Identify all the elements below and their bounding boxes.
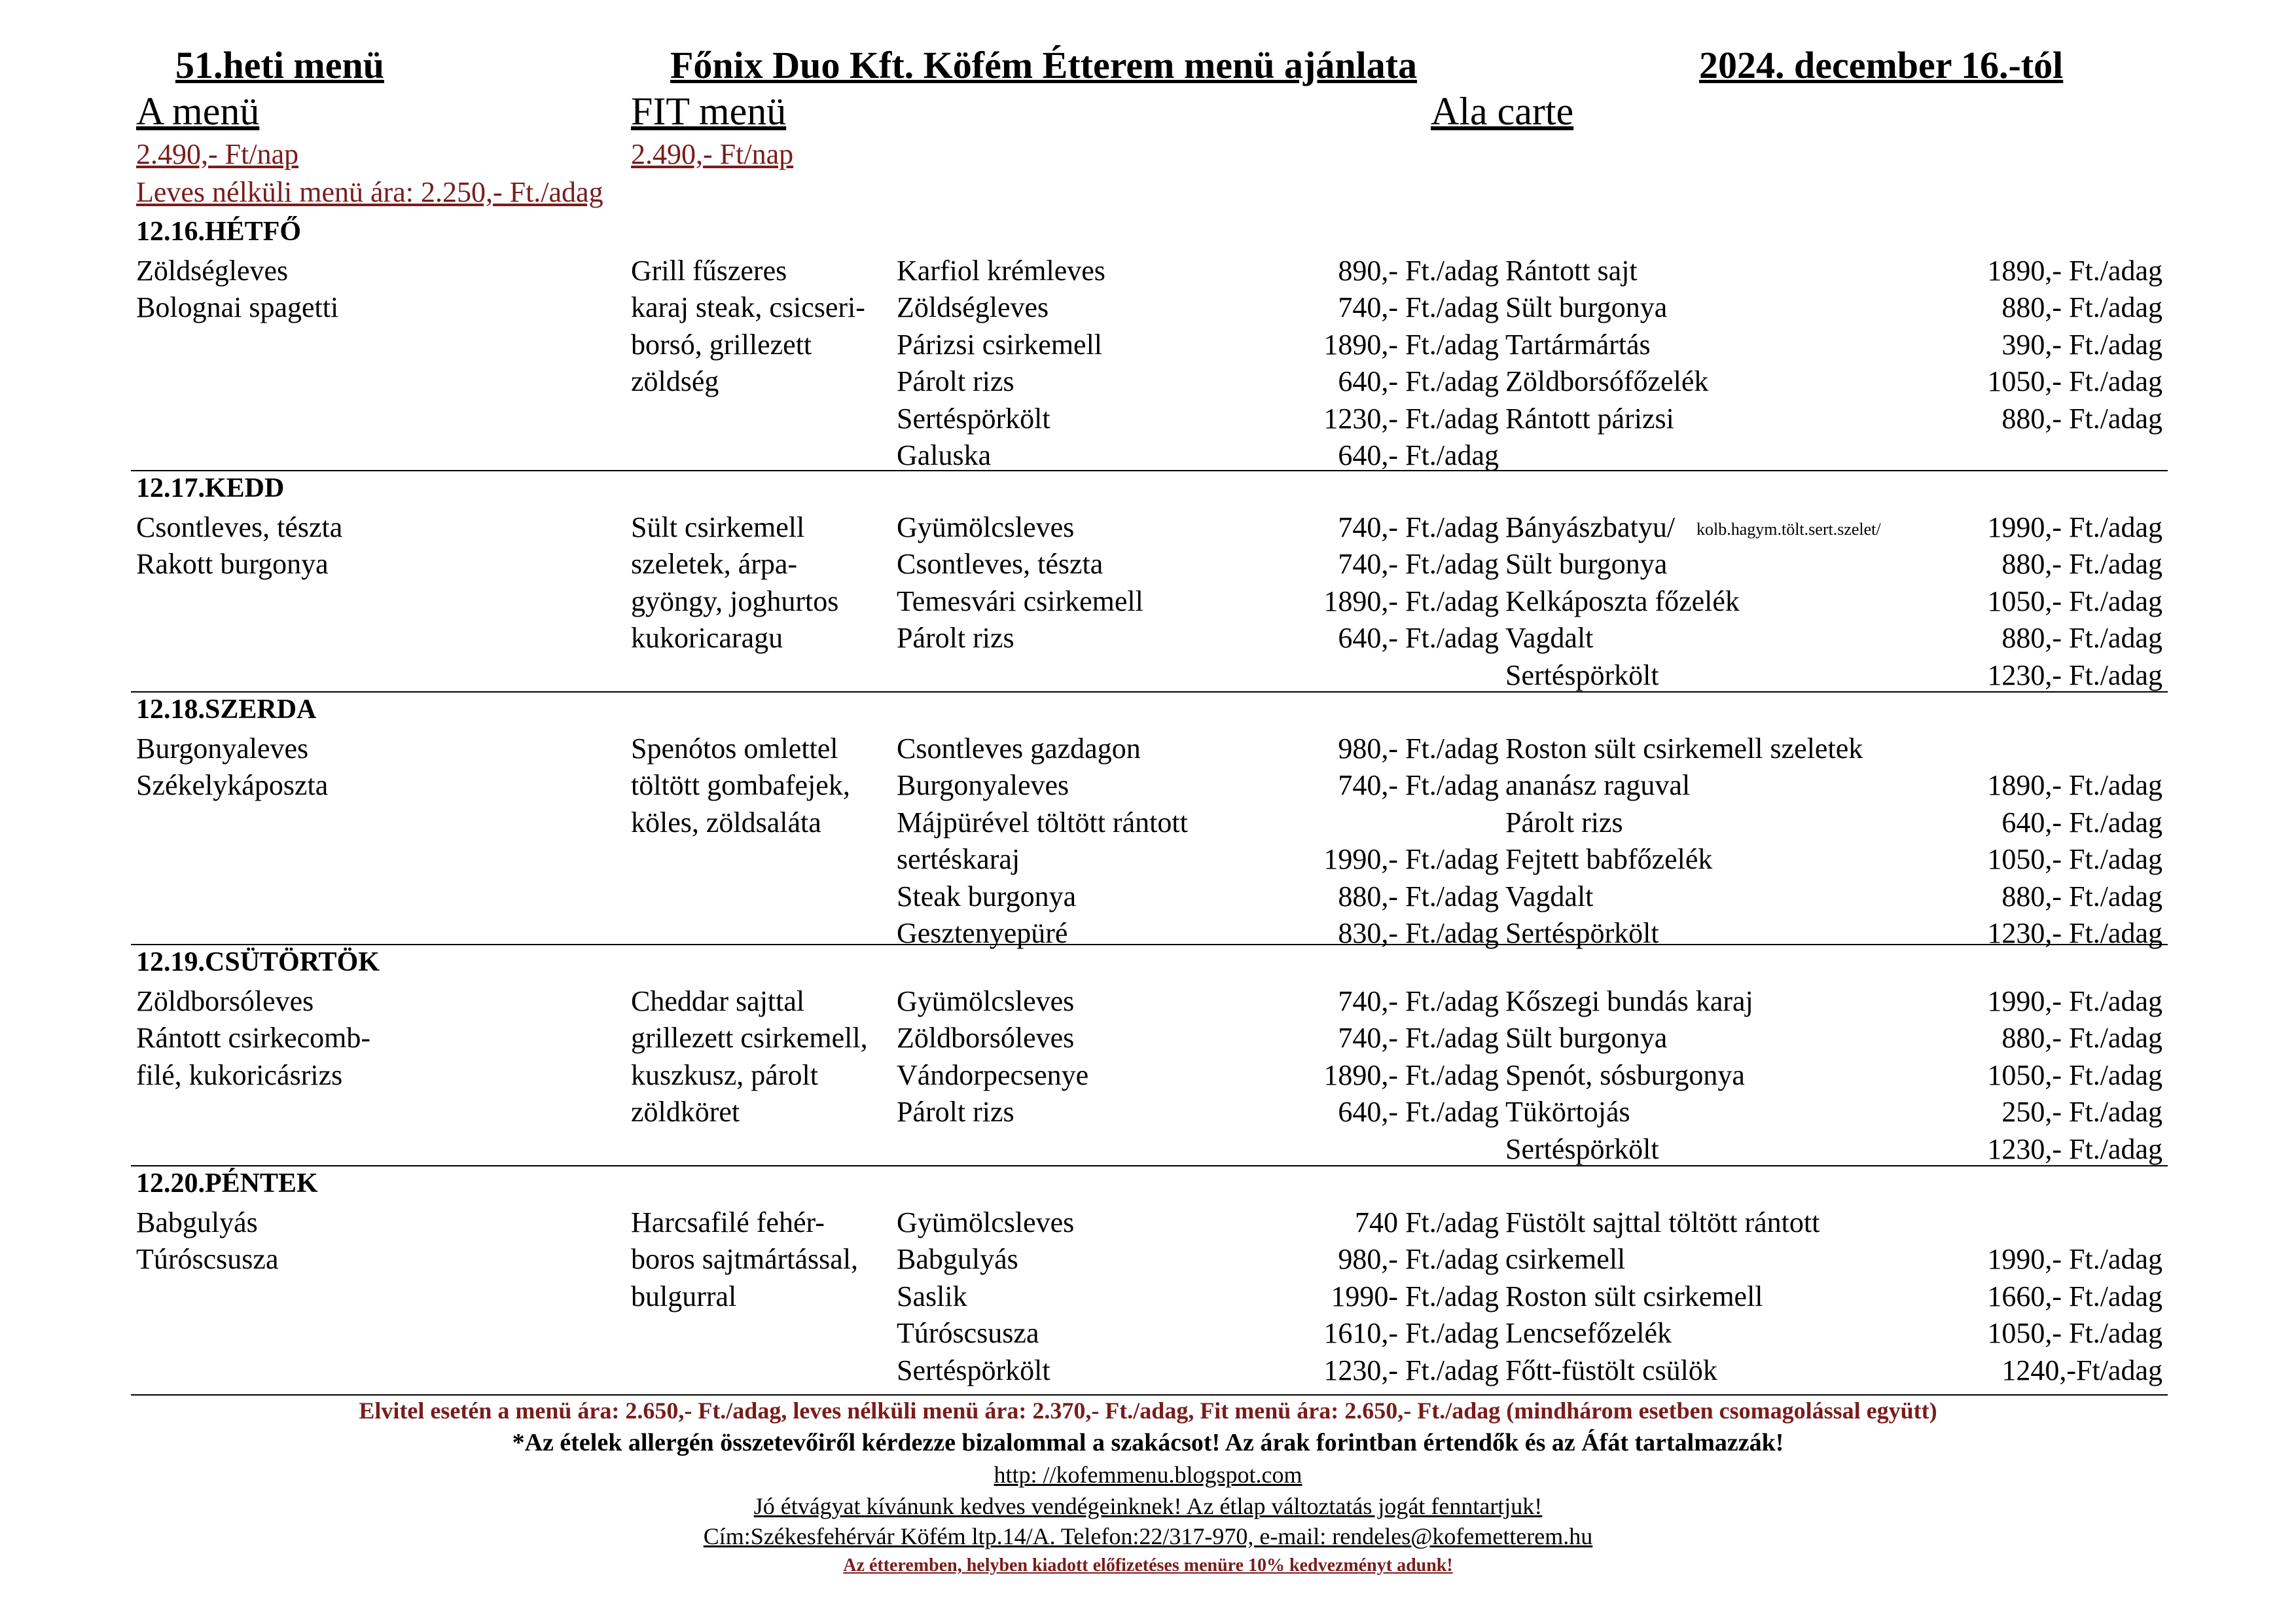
- ala-carte-price: 1050,- Ft./adag: [1987, 843, 2162, 876]
- ala-carte-dish: Burgonyaleves: [897, 769, 1069, 802]
- ala-carte-dish: Tükörtojás: [1505, 1096, 1630, 1128]
- dish-detail-note: kolb.hagym.tölt.sert.szelet/: [1696, 520, 1881, 539]
- section-divider: [131, 1165, 2168, 1166]
- ala-carte-dish: Vagdalt: [1505, 622, 1594, 655]
- ala-carte-price: 980,- Ft./adag: [1338, 732, 1499, 765]
- ala-carte-price: 880,- Ft./adag: [2001, 548, 2162, 581]
- ala-carte-price: 1230,- Ft./adag: [1323, 402, 1499, 435]
- ala-carte-price: 640,- Ft./adag: [1338, 622, 1499, 655]
- ala-carte-dish: Rántott sajt: [1505, 255, 1638, 287]
- section-divider: [131, 1394, 2168, 1396]
- fit-menu-item: zöldköret: [631, 1096, 740, 1128]
- ala-carte-price: 1050,- Ft./adag: [1987, 1058, 2162, 1091]
- a-menu-item: filé, kukoricásrizs: [136, 1058, 343, 1091]
- ala-carte-dish: Lencsefőzelék: [1505, 1317, 1672, 1350]
- ala-carte-dish: Fejtett babfőzelék: [1505, 843, 1713, 876]
- ala-carte-dish: Karfiol krémleves: [897, 255, 1105, 287]
- ala-carte-dish: Galuska: [897, 439, 992, 471]
- ala-carte-dish: Túróscsusza: [897, 1317, 1039, 1350]
- ala-carte-price: 880,- Ft./adag: [2001, 291, 2162, 324]
- ala-carte-dish: Roston sült csirkemell szeletek: [1505, 732, 1863, 765]
- fit-menu-item: zöldség: [631, 365, 719, 398]
- ala-carte-dish: Zöldségleves: [897, 291, 1049, 324]
- ala-carte-price: 740,- Ft./adag: [1338, 985, 1499, 1017]
- ala-carte-price: 880,- Ft./adag: [2001, 402, 2162, 435]
- ala-carte-dish: Saslik: [897, 1280, 967, 1312]
- ala-carte-price: 1050,- Ft./adag: [1987, 585, 2162, 617]
- ala-carte-dish: Párolt rizs: [897, 622, 1014, 655]
- ala-carte-dish: Párolt rizs: [897, 1096, 1014, 1128]
- ala-carte-dish: csirkemell: [1505, 1243, 1626, 1276]
- a-menu-item: Bolognai spagetti: [136, 291, 339, 324]
- ala-carte-price: 880,- Ft./adag: [1338, 880, 1499, 912]
- ala-carte-price: 830,- Ft./adag: [1338, 917, 1499, 949]
- ala-carte-dish: Főtt-füstölt csülök: [1505, 1354, 1717, 1386]
- ala-carte-dish: Spenót, sósburgonya: [1505, 1058, 1745, 1091]
- fit-menu-item: boros sajtmártással,: [631, 1243, 859, 1276]
- ala-carte-dish: Vagdalt: [1505, 880, 1594, 912]
- fit-menu-item: karaj steak, csicseri-: [631, 291, 865, 324]
- fit-menu-item: töltött gombafejek,: [631, 769, 850, 802]
- day-label: 12.17.KEDD: [136, 473, 285, 503]
- a-menu-item: Túróscsusza: [136, 1243, 279, 1276]
- ala-carte-dish: Gesztenyepüré: [897, 917, 1068, 949]
- ala-carte-price: 640,- Ft./adag: [1338, 365, 1499, 398]
- ala-carte-dish: Babgulyás: [897, 1243, 1018, 1276]
- ala-carte-dish: Sertéspörkölt: [897, 1354, 1050, 1386]
- ala-carte-dish: Májpürével töltött rántott: [897, 806, 1188, 839]
- fit-menu-item: Cheddar sajttal: [631, 985, 805, 1017]
- ala-carte-dish: Sült burgonya: [1505, 1022, 1668, 1055]
- ala-carte-dish: Sült burgonya: [1505, 548, 1668, 581]
- ala-carte-dish: Steak burgonya: [897, 880, 1077, 912]
- day-label: 12.20.PÉNTEK: [136, 1168, 318, 1199]
- ala-carte-price: 1890,- Ft./adag: [1987, 769, 2162, 802]
- fit-menu-item: Sült csirkemell: [631, 511, 805, 543]
- ala-carte-price: 1990,- Ft./adag: [1987, 511, 2162, 543]
- fit-menu-item: kukoricaragu: [631, 622, 783, 655]
- ala-carte-price: 740,- Ft./adag: [1338, 769, 1499, 802]
- date-label: 2024. december 16.-tól: [1699, 44, 2064, 86]
- a-menu-item: Zöldborsóleves: [136, 985, 314, 1017]
- ala-carte-price: 740 Ft./adag: [1355, 1206, 1499, 1238]
- ala-carte-price: 1990- Ft./adag: [1331, 1280, 1499, 1312]
- a-menu-item: Zöldségleves: [136, 255, 289, 287]
- ala-carte-dish: sertéskaraj: [897, 843, 1020, 876]
- ala-carte-dish: Kelkáposzta főzelék: [1505, 585, 1740, 617]
- a-menu-item: Burgonyaleves: [136, 732, 309, 765]
- ala-carte-price: 1240,-Ft/adag: [2001, 1354, 2162, 1386]
- ala-carte-price: 250,- Ft./adag: [2001, 1096, 2162, 1128]
- allergen-note: *Az ételek allergén összetevőiről kérdezze bizalommal a szakácsot! Az árak forintban értendők és az Áfát tartalmazzák!: [512, 1429, 1784, 1456]
- ala-carte-dish: Gyümölcsleves: [897, 511, 1075, 543]
- ala-carte-price: 640,- Ft./adag: [2001, 806, 2162, 839]
- ala-carte-price: 1230,- Ft./adag: [1987, 1132, 2162, 1165]
- ala-carte-dish: Rántott párizsi: [1505, 402, 1674, 435]
- fit-menu-heading: FIT menü: [631, 90, 787, 133]
- ala-carte-dish: Bányászbatyu/: [1505, 511, 1676, 543]
- ala-carte-price: 980,- Ft./adag: [1338, 1243, 1499, 1276]
- discount-note: Az étteremben, helyben kiadott előfizetéses menüre 10% kedvezményt adunk!: [843, 1555, 1453, 1576]
- ala-carte-dish: Zöldborsóleves: [897, 1022, 1075, 1055]
- fit-menu-item: Spenótos omlettel: [631, 732, 838, 765]
- ala-carte-dish: Sült burgonya: [1505, 291, 1668, 324]
- ala-carte-price: 880,- Ft./adag: [2001, 880, 2162, 912]
- takeaway-note: Elvitel esetén a menü ára: 2.650,- Ft./adag, leves nélküli menü ára: 2.370,- Ft./adag, Fit menü ára: 2.650,- Ft./adag (mindhárom esetben csomagolással együtt): [359, 1398, 1937, 1424]
- ala-carte-price: 1230,- Ft./adag: [1987, 917, 2162, 949]
- section-divider: [131, 691, 2168, 693]
- ala-carte-price: 1890,- Ft./adag: [1987, 255, 2162, 287]
- ala-carte-dish: Párizsi csirkemell: [897, 328, 1103, 361]
- a-menu-heading: A menü: [136, 90, 260, 133]
- ala-carte-price: 640,- Ft./adag: [1338, 1096, 1499, 1128]
- ala-carte-price: 1230,- Ft./adag: [1987, 659, 2162, 691]
- ala-carte-price: 1660,- Ft./adag: [1987, 1280, 2162, 1312]
- ala-carte-price: 1050,- Ft./adag: [1987, 1317, 2162, 1350]
- ala-carte-price: 740,- Ft./adag: [1338, 291, 1499, 324]
- fit-menu-item: borsó, grillezett: [631, 328, 812, 361]
- a-menu-item: Rántott csirkecomb-: [136, 1022, 371, 1055]
- fit-menu-item: grillezett csirkemell,: [631, 1022, 868, 1055]
- fit-menu-item: Harcsafilé fehér-: [631, 1206, 825, 1238]
- ala-carte-dish: Kőszegi bundás karaj: [1505, 985, 1753, 1017]
- ala-carte-dish: Sertéspörkölt: [1505, 917, 1659, 949]
- ala-carte-dish: Gyümölcsleves: [897, 985, 1075, 1017]
- section-divider: [131, 470, 2168, 471]
- day-label: 12.19.CSÜTÖRTÖK: [136, 947, 380, 977]
- ala-carte-dish: Csontleves, tészta: [897, 548, 1103, 581]
- ala-carte-dish: Füstölt sajttal töltött rántott: [1505, 1206, 1820, 1238]
- page-title: Főnix Duo Kft. Köfém Étterem menü ajánlata: [670, 44, 1418, 86]
- ala-carte-price: 1890,- Ft./adag: [1323, 1058, 1499, 1091]
- ala-carte-price: 1610,- Ft./adag: [1323, 1317, 1499, 1350]
- fit-menu-item: szeletek, árpa-: [631, 548, 798, 581]
- fit-menu-item: bulgurral: [631, 1280, 737, 1312]
- a-menu-item: Babgulyás: [136, 1206, 258, 1238]
- ala-carte-dish: Csontleves gazdagon: [897, 732, 1141, 765]
- day-label: 12.16.HÉTFŐ: [136, 217, 302, 247]
- ala-carte-dish: Tartármártás: [1505, 328, 1651, 361]
- fit-menu-item: gyöngy, joghurtos: [631, 585, 839, 617]
- ala-carte-dish: Roston sült csirkemell: [1505, 1280, 1763, 1312]
- fit-menu-price: 2.490,- Ft/nap: [631, 138, 794, 170]
- fit-menu-item: köles, zöldsaláta: [631, 806, 821, 839]
- ala-carte-price: 1990,- Ft./adag: [1987, 1243, 2162, 1276]
- ala-carte-dish: Párolt rizs: [897, 365, 1014, 398]
- ala-carte-dish: Sertéspörkölt: [897, 402, 1050, 435]
- website-link[interactable]: http: //kofemmenu.blogspot.com: [994, 1462, 1302, 1488]
- ala-carte-price: 1230,- Ft./adag: [1323, 1354, 1499, 1386]
- week-label: 51.heti menü: [175, 44, 384, 86]
- address-contact: Cím:Székesfehérvár Köfém ltp.14/A. Telefon:22/317-970, e-mail: rendeles@kofemetterem.hu: [703, 1523, 1593, 1549]
- ala-carte-price: 1050,- Ft./adag: [1987, 365, 2162, 398]
- ala-carte-price: 1990,- Ft./adag: [1323, 843, 1499, 876]
- section-divider: [131, 944, 2168, 945]
- fit-menu-item: kuszkusz, párolt: [631, 1058, 818, 1091]
- a-menu-item: Székelykáposzta: [136, 769, 329, 802]
- ala-carte-dish: Vándorpecsenye: [897, 1058, 1089, 1091]
- ala-carte-price: 1890,- Ft./adag: [1323, 328, 1499, 361]
- a-menu-item: Csontleves, tészta: [136, 511, 343, 543]
- ala-carte-price: 890,- Ft./adag: [1338, 255, 1499, 287]
- a-menu-item: Rakott burgonya: [136, 548, 329, 581]
- fit-menu-item: Grill fűszeres: [631, 255, 787, 287]
- ala-carte-price: 1990,- Ft./adag: [1987, 985, 2162, 1017]
- ala-carte-price: 740,- Ft./adag: [1338, 548, 1499, 581]
- ala-carte-price: 740,- Ft./adag: [1338, 511, 1499, 543]
- ala-carte-price: 880,- Ft./adag: [2001, 622, 2162, 655]
- ala-carte-dish: Sertéspörkölt: [1505, 659, 1659, 691]
- ala-carte-price: 1890,- Ft./adag: [1323, 585, 1499, 617]
- ala-carte-price: 740,- Ft./adag: [1338, 1022, 1499, 1055]
- ala-carte-price: 390,- Ft./adag: [2001, 328, 2162, 361]
- a-menu-price: 2.490,- Ft/nap: [136, 138, 299, 170]
- ala-carte-dish: Gyümölcsleves: [897, 1206, 1075, 1238]
- ala-carte-price: 640,- Ft./adag: [1338, 439, 1499, 471]
- ala-carte-dish: Temesvári csirkemell: [897, 585, 1143, 617]
- day-label: 12.18.SZERDA: [136, 695, 317, 725]
- ala-carte-dish: Párolt rizs: [1505, 806, 1623, 839]
- ala-carte-dish: Zöldborsófőzelék: [1505, 365, 1709, 398]
- ala-carte-heading: Ala carte: [1431, 90, 1574, 133]
- no-soup-price: Leves nélküli menü ára: 2.250,- Ft./adag: [136, 176, 603, 208]
- ala-carte-dish: ananász raguval: [1505, 769, 1691, 802]
- appetite-note: Jó étvágyat kívánunk kedves vendégeinknek! Az étlap változtatás jogát fenntartjuk!: [753, 1493, 1543, 1519]
- ala-carte-price: 880,- Ft./adag: [2001, 1022, 2162, 1055]
- ala-carte-dish: Sertéspörkölt: [1505, 1132, 1659, 1165]
